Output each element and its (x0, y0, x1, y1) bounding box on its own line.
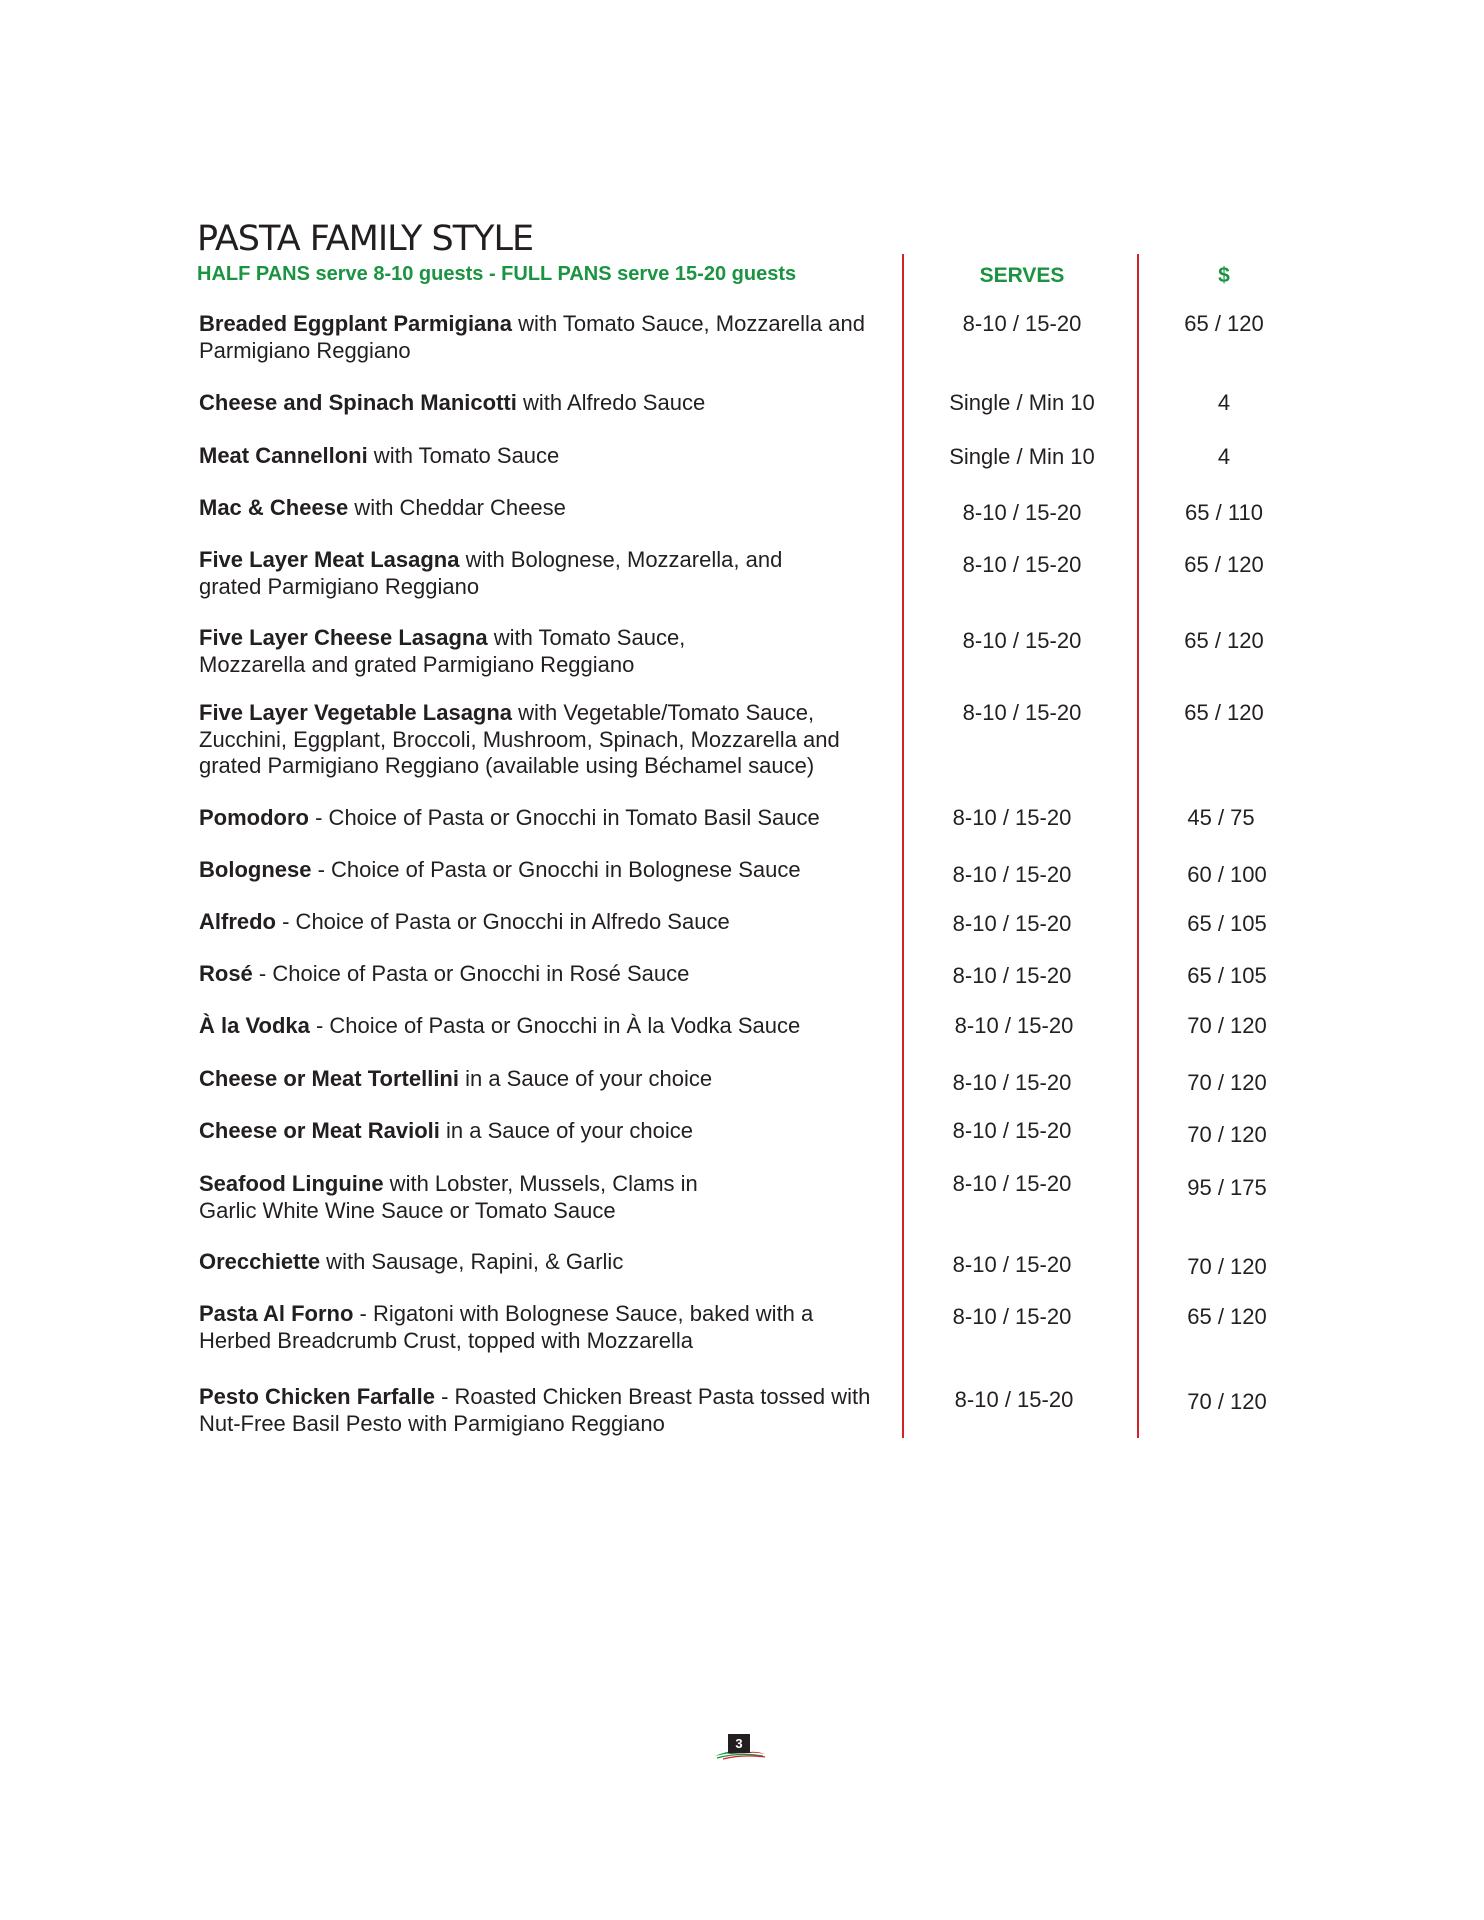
menu-item-description (199, 1301, 819, 1354)
menu-item-description (199, 805, 889, 832)
menu-item-price: 4 (1217, 390, 1231, 415)
menu-item-serves: 8-10 / 15-20 (962, 500, 1082, 525)
menu-item-detail: with Vegetable/Tomato Sauce, Zucchini, Eggplant, Broccoli, Mushroom, Spinach, Mozzarella and grated Parmigiano Reggiano (available using Béchamel sauce) (199, 700, 840, 778)
price-column-header: $ (1218, 264, 1230, 287)
menu-item-name: Meat Cannelloni (199, 443, 368, 468)
menu-item-serves: Single / Min 10 (949, 390, 1095, 415)
menu-item-description (199, 857, 889, 884)
menu-item-description (199, 909, 889, 936)
menu-item-detail: - Choice of Pasta or Gnocchi in À la Vodka Sauce (309, 1013, 801, 1038)
menu-item-detail: with Alfredo Sauce (516, 390, 706, 415)
menu-item-name: Pomodoro (199, 805, 309, 830)
menu-item-detail: with Bolognese, Mozzarella, and grated Parmigiano Reggiano (199, 547, 783, 599)
menu-item-price: 65 / 105 (1187, 963, 1267, 988)
menu-item-price: 65 / 120 (1184, 311, 1264, 336)
menu-item-name: Orecchiette (199, 1249, 321, 1274)
menu-item-price: 4 (1217, 444, 1231, 469)
menu-item-price: 70 / 120 (1187, 1122, 1267, 1147)
page-number-badge (713, 1734, 767, 1764)
menu-item-name: Pasta Al Forno (199, 1301, 354, 1326)
menu-item-name: Mac & Cheese (199, 495, 349, 520)
menu-item-serves: 8-10 / 15-20 (952, 963, 1072, 988)
menu-item-name: Bolognese (199, 857, 312, 882)
menu-item-serves: 8-10 / 15-20 (952, 805, 1072, 830)
menu-item-description (199, 1384, 899, 1437)
menu-item-detail: - Roasted Chicken Breast Pasta tossed with Nut-Free Basil Pesto with Parmigiano Reggiano (199, 1384, 871, 1436)
menu-item-name: Five Layer Meat Lasagna (199, 547, 460, 572)
column-divider-left (902, 254, 904, 1438)
menu-item-serves: 8-10 / 15-20 (954, 1387, 1074, 1412)
menu-item-price: 65 / 120 (1187, 1304, 1267, 1329)
menu-item-description (199, 625, 749, 678)
menu-item-detail: in a Sauce of your choice (439, 1118, 694, 1143)
menu-item-detail: with Lobster, Mussels, Clams in Garlic White Wine Sauce or Tomato Sauce (199, 1171, 698, 1223)
menu-item-name: À la Vodka (199, 1013, 310, 1038)
menu-item-name: Five Layer Cheese Lasagna (199, 625, 488, 650)
menu-item-name: Five Layer Vegetable Lasagna (199, 700, 513, 725)
menu-item-description (199, 311, 889, 364)
menu-item-detail: with Tomato Sauce (367, 443, 560, 468)
menu-item-description (199, 961, 889, 988)
menu-item-description (199, 390, 889, 417)
menu-item-price: 70 / 120 (1187, 1389, 1267, 1414)
menu-item-description (199, 1066, 889, 1093)
menu-item-serves: 8-10 / 15-20 (962, 700, 1082, 725)
menu-item-name: Cheese and Spinach Manicotti (199, 390, 517, 415)
menu-item-name: Alfredo (199, 909, 276, 934)
menu-item-price: 65 / 110 (1185, 500, 1263, 525)
menu-item-price: 65 / 120 (1184, 628, 1264, 653)
menu-item-serves: 8-10 / 15-20 (952, 1070, 1072, 1095)
menu-item-description (199, 1249, 889, 1276)
menu-item-detail: - Choice of Pasta or Gnocchi in Bolognese Sauce (311, 857, 801, 882)
menu-item-detail: with Tomato Sauce, Mozzarella and Parmigiano Reggiano (199, 311, 865, 363)
menu-item-price: 45 / 75 (1187, 805, 1255, 830)
pan-size-note: HALF PANS serve 8-10 guests - FULL PANS serve 15-20 guests (197, 263, 797, 285)
menu-item-description (199, 547, 799, 600)
menu-item-name: Cheese or Meat Tortellini (199, 1066, 459, 1091)
menu-item-serves: 8-10 / 15-20 (952, 1171, 1072, 1196)
menu-item-serves: 8-10 / 15-20 (962, 552, 1082, 577)
menu-item-description (199, 443, 889, 470)
menu-item-detail: with Sausage, Rapini, & Garlic (320, 1249, 624, 1274)
menu-item-price: 60 / 100 (1187, 862, 1267, 887)
menu-item-detail: - Choice of Pasta or Gnocchi in Alfredo Sauce (276, 909, 730, 934)
menu-item-serves: Single / Min 10 (949, 444, 1095, 469)
menu-item-name: Breaded Eggplant Parmigiana (199, 311, 512, 336)
column-divider-right (1137, 254, 1139, 1438)
menu-item-serves: 8-10 / 15-20 (954, 1013, 1074, 1038)
menu-item-price: 65 / 120 (1184, 552, 1264, 577)
menu-item-price: 70 / 120 (1187, 1254, 1267, 1279)
menu-item-name: Cheese or Meat Ravioli (199, 1118, 440, 1143)
menu-item-detail: in a Sauce of your choice (458, 1066, 713, 1091)
menu-item-description (199, 495, 889, 522)
menu-item-serves: 8-10 / 15-20 (952, 1118, 1072, 1143)
menu-item-detail: with Cheddar Cheese (348, 495, 566, 520)
menu-item-serves: 8-10 / 15-20 (952, 1304, 1072, 1329)
menu-item-price: 65 / 120 (1184, 700, 1264, 725)
menu-item-name: Pesto Chicken Farfalle (199, 1384, 435, 1409)
menu-item-price: 65 / 105 (1187, 911, 1267, 936)
menu-item-detail: - Rigatoni with Bolognese Sauce, baked with a Herbed Breadcrumb Crust, topped with Mozzarella (199, 1301, 814, 1353)
menu-item-description (199, 1118, 889, 1145)
menu-item-description (199, 700, 899, 780)
page-title: PASTA FAMILY STYLE (197, 219, 534, 259)
menu-item-detail: with Tomato Sauce, Mozzarella and grated Parmigiano Reggiano (199, 625, 686, 677)
menu-item-detail: - Choice of Pasta or Gnocchi in Tomato Basil Sauce (309, 805, 820, 830)
menu-item-price: 70 / 120 (1187, 1013, 1267, 1038)
menu-item-serves: 8-10 / 15-20 (962, 628, 1082, 653)
menu-item-serves: 8-10 / 15-20 (952, 862, 1072, 887)
menu-item-description (199, 1013, 889, 1040)
serves-column-header: SERVES (979, 264, 1065, 287)
menu-item-name: Rosé (199, 961, 253, 986)
menu-item-price: 70 / 120 (1187, 1070, 1267, 1095)
menu-item-name: Seafood Linguine (199, 1171, 384, 1196)
page-number: 3 (728, 1734, 750, 1753)
menu-item-description (199, 1171, 739, 1224)
menu-item-serves: 8-10 / 15-20 (952, 911, 1072, 936)
menu-item-serves: 8-10 / 15-20 (962, 311, 1082, 336)
menu-item-detail: - Choice of Pasta or Gnocchi in Rosé Sauce (252, 961, 690, 986)
menu-item-price: 95 / 175 (1187, 1175, 1267, 1200)
menu-item-serves: 8-10 / 15-20 (952, 1252, 1072, 1277)
